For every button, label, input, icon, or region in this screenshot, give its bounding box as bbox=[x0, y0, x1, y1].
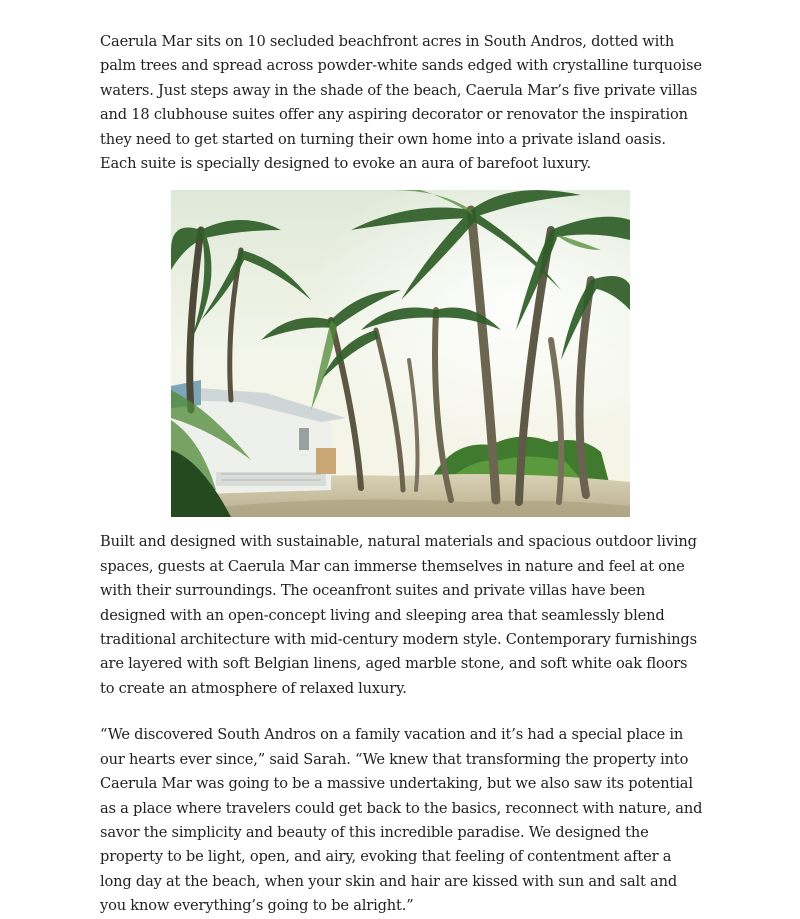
article-paragraph-2: Built and designed with sustainable, natural materials and spacious outdoor living spaces, guests at Caerula Mar can immerse themselves in nature and feel at one with their surroundings. The oceanfront suites and private villas have been designed with an open-concept living and sleeping area that seamlessly blend traditional architecture with mid-century modern style. Contemporary furnishings are layered with soft Belgian linens, aged marble stone, and soft white oak floors to create an atmosphere of relaxed luxury. bbox=[100, 533, 697, 697]
palm-grove-image bbox=[171, 190, 630, 517]
article-paragraph-1: Caerula Mar sits on 10 secluded beachfront acres in South Andros, dotted with palm trees and spread across powder-white sands edged with crystalline turquoise waters. Just steps away in the shade of the beach, Caerula Mar’s five private villas and 18 clubhouse suites offer any aspiring decorator or renovator the inspiration they need to get started on turning their own home into a private island oasis. Each suite is specially designed to evoke an aura of barefoot luxury. bbox=[100, 33, 702, 173]
article-body bbox=[100, 30, 706, 919]
article-photo bbox=[171, 190, 630, 517]
article-paragraph-3: “We discovered South Andros on a family vacation and it’s had a special place in our hearts ever since,” said Sarah. “We knew that transforming the property into Caerula Mar was going to be a massive undertaking, but we also saw its potential as a place where travelers could get back to the basics, reconnect with nature, and savor the simplicity and beauty of this incredible paradise. We designed the property to be light, open, and airy, evoking that feeling of contentment after a long day at the beach, when your skin and hair are kissed with sun and salt and you know everything’s going to be alright.” bbox=[100, 726, 703, 915]
